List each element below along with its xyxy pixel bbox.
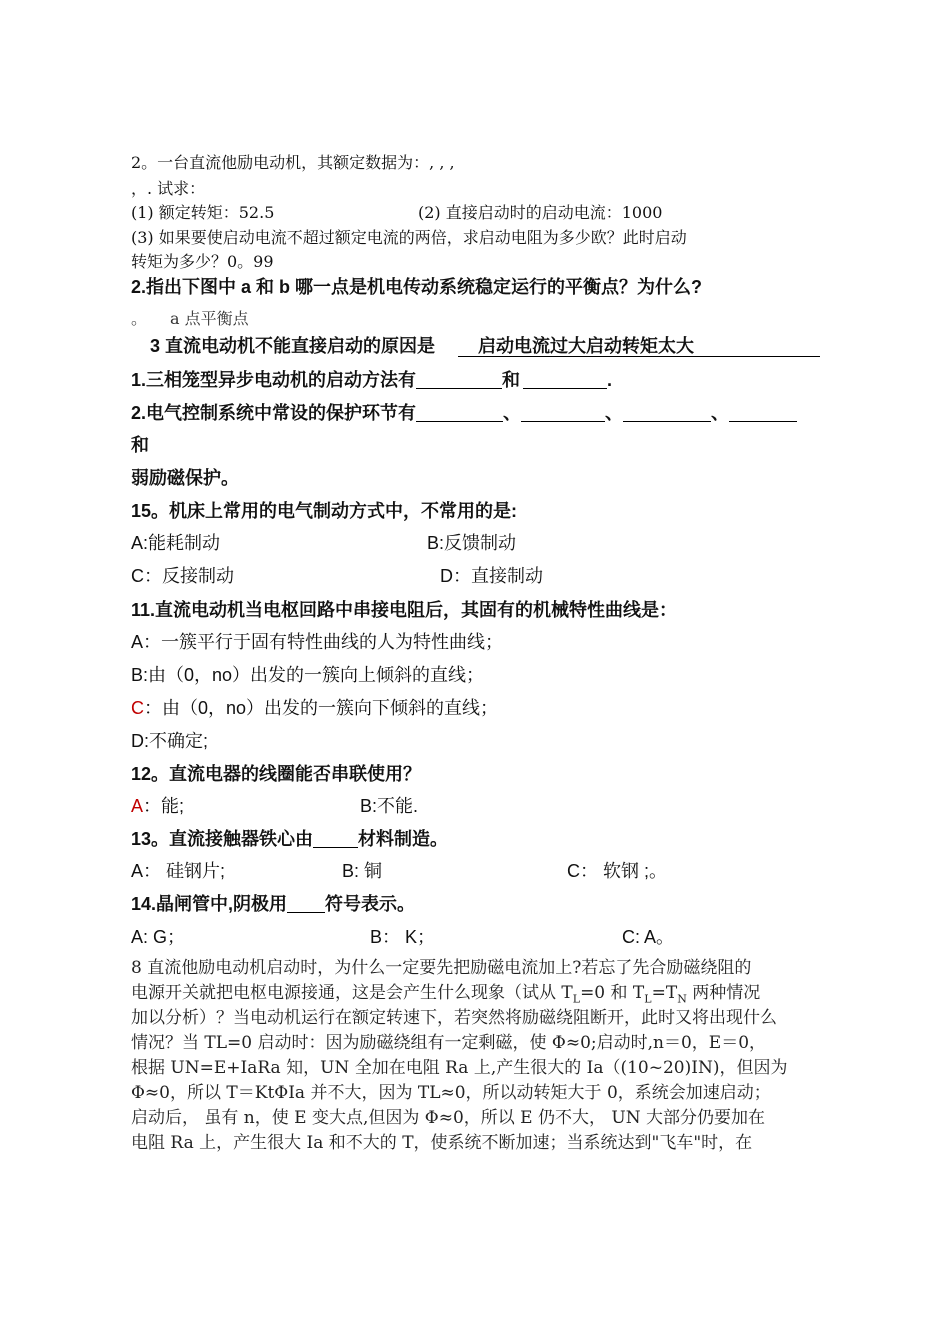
fill1-and: 和 [502,370,521,390]
q14-option-c: C: A。 [622,927,675,947]
q3-answer: 启动电流过大启动转矩太大 [478,336,694,356]
q8-line-2-d: 两种情况 [686,983,761,1003]
fill2-blank-3 [623,403,711,422]
q8-line-5: 根据 UN=E+IaRa 知，UN 全加在电阻 Ra 上,产生很大的 Ia（(10~20)IN)，但因为 [131,1058,788,1078]
q2-line1: 2。一台直流他励电动机，其额定数据为：, , , [131,153,455,172]
q13-blank [313,829,358,848]
q8-line-4: 情况？当 TL=0 启动时：因为励磁绕组有一定剩磁，使 Φ≈0;启动时,n＝0，E＝0， [131,1033,767,1053]
fill1-end: . [607,370,613,390]
q8-sub-3: N [677,992,687,1006]
q14-option-b: B： K； [370,927,436,947]
q3-label: 3 直流电动机不能直接启动的原因是 [150,336,436,356]
q2b-answer-mark: 。 [131,309,148,328]
q15-option-b: B:反馈制动 [427,533,517,553]
q15-option-a: A:能耗制动 [131,533,221,553]
fill2-blank-1 [416,403,503,422]
q8-line-6: Φ≈0，所以 T＝KtΦIa 并不大，因为 TL≈0，所以动转矩大于 0，系统会加速启动； [131,1083,771,1103]
q13-title-post: 材料制造。 [358,829,449,849]
q8-line-1: 8 直流他励电动机启动时，为什么一定要先把励磁电流加上?若忘了先合励磁绕阻的 [131,958,752,978]
fill1-line [131,366,612,392]
q11-title: 11.直流电动机当电枢回路中串接电阻后，其固有的机械特性曲线是： [131,600,678,620]
q11-option-c [131,694,498,720]
q14-title-pre: 14.晶闸管中,阴极用 [131,894,288,914]
q8-line-3: 加以分析）？当电动机运行在额定转速下，若突然将励磁绕阻断开，此时又将出现什么 [131,1008,777,1028]
fill2-and: 和 [131,435,149,455]
q14-title-post: 符号表示。 [325,894,416,914]
q2-part1: (1) 额定转矩：52.5 [131,203,275,222]
fill2-blank-2 [521,403,605,422]
q11-option-c-text: ：由（0，no）出发的一簇向下倾斜的直线； [144,698,499,718]
q12-option-a [131,792,184,818]
q12-option-b: B:不能. [360,796,419,816]
q2b-answer: a 点平衡点 [170,309,249,328]
fill1-blank-1 [416,370,502,389]
q12-option-a-letter: A [131,796,144,816]
q13-option-a: A： 硅钢片; [131,861,226,881]
fill2-blank-4 [729,403,797,422]
q11-option-d: D:不确定; [131,731,209,751]
q2-part3-continued: 转矩为多少？0。99 [131,252,274,271]
q2-part3: (3) 如果要使启动电流不超过额定电流的两倍，求启动电阻为多少欧？此时启动 [131,228,687,247]
q11-option-b: B:由（0，no）出发的一簇向上倾斜的直线； [131,665,485,685]
q15-option-d: D：直接制动 [440,566,543,586]
q2-part2: (2) 直接启动时的启动电流：1000 [418,203,663,222]
q12-title: 12。直流电器的线圈能否串联使用？ [131,764,422,784]
fill2-sep-3: 、 [711,403,730,423]
q8-line-7: 启动后， 虽有 n，使 E 变大点,但因为 Φ≈0，所以 E 仍不大， UN 大部分仍要加在 [131,1108,766,1128]
q13-option-c: C： 软钢 ;。 [567,861,668,881]
q14-title [131,890,415,916]
fill2-sep-2: 、 [605,403,624,423]
q14-option-a: A: G； [131,927,186,947]
q2b-title: 2.指出下图中 a 和 b 哪一点是机电传动系统稳定运行的平衡点？为什么? [131,277,703,297]
q15-title: 15。机床上常用的电气制动方式中，不常用的是: [131,501,518,521]
q8-line-8: 电阻 Ra 上，产生很大 Ia 和不大的 T，使系统不断加速；当系统达到"飞车"时，在 [131,1133,753,1153]
q11-option-c-letter: C [131,698,144,718]
q3-answer-blank [458,332,820,357]
q2-line2: ，. 试求： [131,179,206,198]
fill1-label: 1.三相笼型异步电动机的启动方法有 [131,370,417,390]
q8-sub-1: L [572,992,581,1006]
q14-blank [287,894,325,913]
q11-option-a: A：一簇平行于固有特性曲线的人为特性曲线； [131,632,504,652]
fill1-blank-2 [523,370,607,389]
q8-line-2-b: =0 和 T [580,983,645,1003]
q8-line-2-a: 电源开关就把电枢电源接通，这是会产生什么现象（试从 T [131,983,573,1003]
fill2-sep-1: 、 [503,403,522,423]
q13-title-pre: 13。直流接触器铁心由 [131,829,314,849]
fill2-label: 2.电气控制系统中常设的保护环节有 [131,403,417,423]
q8-line-2-c: =T [651,983,678,1003]
q13-title [131,825,448,851]
q12-option-a-text: ：能; [143,796,185,816]
q15-option-c: C：反接制动 [131,566,234,586]
fill2-tail: 弱励磁保护。 [131,468,239,488]
q8-sub-2: L [644,992,652,1006]
fill2-line [131,399,797,425]
q13-option-b: B: 铜 [342,861,383,881]
